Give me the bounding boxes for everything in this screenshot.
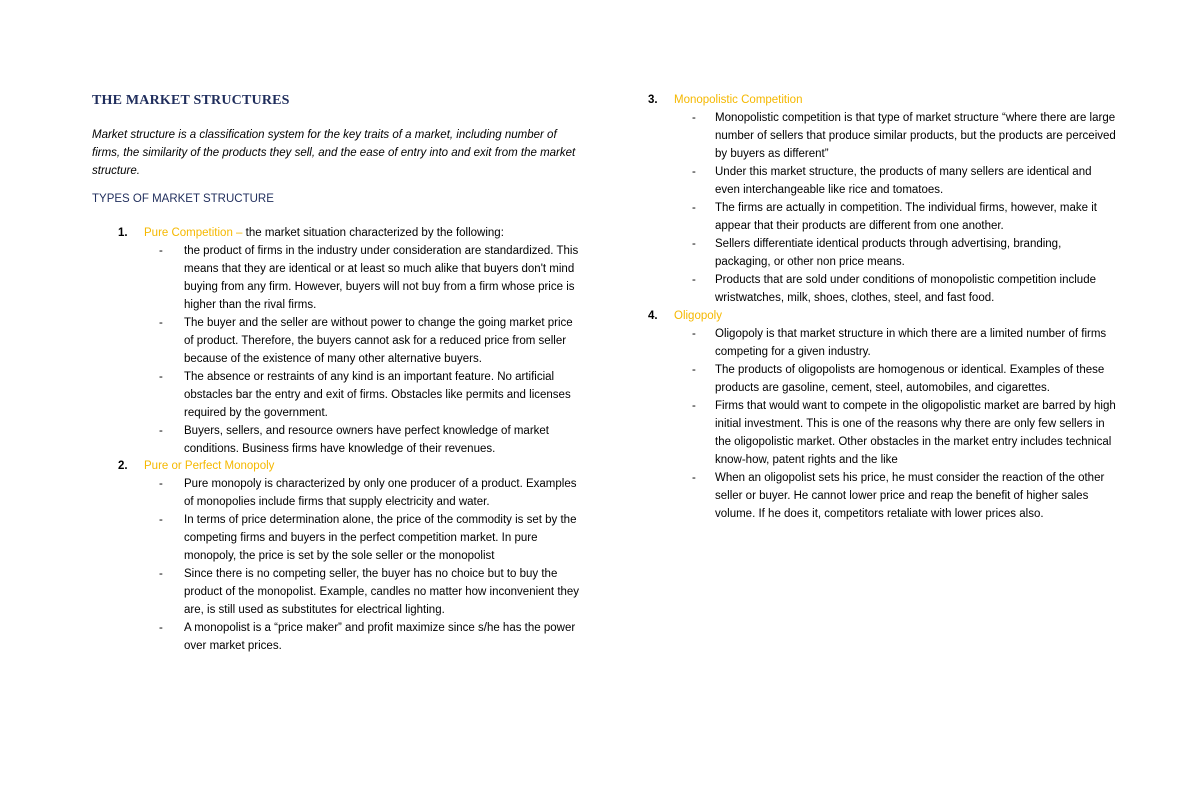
dash-bullet-icon: - bbox=[692, 328, 696, 340]
section-heading bbox=[118, 457, 583, 475]
dash-bullet-icon: - bbox=[159, 622, 163, 634]
dash-bullet-icon: - bbox=[692, 274, 696, 286]
section-title: Pure or Perfect Monopoly bbox=[144, 460, 275, 472]
list-item-text: Under this market structure, the products of many sellers are identical and even interchangeable like rice and tomatoes. bbox=[715, 166, 1092, 196]
bullet-list bbox=[648, 109, 1118, 307]
list-item-text: Since there is no competing seller, the buyer has no choice but to buy the product of the monopolist. Example, candles no matter how inconvenient they are, is still used as substitutes for electrical lighting. bbox=[184, 568, 580, 616]
list-item bbox=[648, 325, 1118, 361]
list-item bbox=[118, 368, 583, 422]
section-heading bbox=[118, 224, 583, 242]
section-title: Oligopoly bbox=[674, 310, 722, 322]
list-item-text: In terms of price determination alone, the price of the commodity is set by the competing firms and buyers in the perfect competition market. In pure monopoly, the price is set by the sole seller or the monopolist bbox=[184, 514, 577, 562]
section-heading bbox=[648, 307, 1118, 325]
list-item-text: The firms are actually in competition. The individual firms, however, make it appear that their products are different from one another. bbox=[715, 202, 1097, 232]
dash-bullet-icon: - bbox=[159, 568, 163, 580]
list-item bbox=[118, 314, 583, 368]
section-monopolistic-competition bbox=[648, 91, 1118, 307]
bullet-list bbox=[648, 325, 1118, 523]
list-item bbox=[118, 475, 583, 511]
list-item-text: Monopolistic competition is that type of market structure “where there are large number of sellers that produce similar products, but the products are perceived by buyers as different” bbox=[715, 112, 1116, 160]
list-item-text: The buyer and the seller are without power to change the going market price of product. Therefore, the buyers cannot ask for a reduced price from seller because of the existence of many other alternative buyers. bbox=[184, 317, 573, 365]
list-item bbox=[648, 163, 1118, 199]
dash-bullet-icon: - bbox=[692, 472, 696, 484]
section-title: Monopolistic Competition bbox=[674, 94, 803, 106]
list-item bbox=[118, 242, 583, 314]
section-number: 4. bbox=[648, 310, 658, 322]
bullet-list bbox=[118, 242, 583, 458]
types-heading: TYPES OF MARKET STRUCTURE bbox=[92, 193, 274, 205]
section-number: 3. bbox=[648, 94, 658, 106]
section-number: 1. bbox=[118, 227, 128, 239]
list-item bbox=[648, 397, 1118, 469]
list-item-text: The absence or restraints of any kind is an important feature. No artificial obstacles bar the entry and exit of firms. Obstacles like permits and licenses required by the government. bbox=[184, 371, 571, 419]
list-item bbox=[648, 235, 1118, 271]
list-item-text: Pure monopoly is characterized by only one producer of a product. Examples of monopolies include firms that supply electricity and water. bbox=[184, 478, 577, 508]
section-title bbox=[144, 224, 504, 242]
dash-bullet-icon: - bbox=[159, 425, 163, 437]
list-item bbox=[118, 511, 583, 565]
list-item bbox=[648, 109, 1118, 163]
dash-bullet-icon: - bbox=[159, 245, 163, 257]
list-item-text: Oligopoly is that market structure in which there are a limited number of firms competing for a given industry. bbox=[715, 328, 1107, 358]
list-item-text: the product of firms in the industry under consideration are standardized. This means that they are identical or at least so much alike that buyers don't mind buying from any firm. However, buyers will not buy from a firm whose price is higher than the rival firms. bbox=[184, 245, 579, 311]
list-item-text: The products of oligopolists are homogenous or identical. Examples of these products are gasoline, cement, steel, automobiles, and cigarettes. bbox=[715, 364, 1105, 394]
dash-bullet-icon: - bbox=[159, 371, 163, 383]
section-number: 2. bbox=[118, 460, 128, 472]
dash-bullet-icon: - bbox=[692, 364, 696, 376]
section-title-label: Pure Competition – bbox=[144, 227, 246, 239]
list-item bbox=[118, 422, 583, 458]
dash-bullet-icon: - bbox=[692, 112, 696, 124]
list-item bbox=[648, 469, 1118, 523]
list-item-text: Products that are sold under conditions of monopolistic competition include wristwatches, milk, shoes, clothes, steel, and fast food. bbox=[715, 274, 1096, 304]
list-item-text: When an oligopolist sets his price, he must consider the reaction of the other seller or buyer. He cannot lower price and reap the benefit of higher sales volume. If he does it, competitors retaliate with lower prices also. bbox=[715, 472, 1105, 520]
list-item-text: Firms that would want to compete in the oligopolistic market are barred by high initial investment. This is one of the reasons why there are only few sellers in the oligopolistic market. Other obstacles in the market entry includes technical know-how, patent rights and the like bbox=[715, 400, 1116, 466]
dash-bullet-icon: - bbox=[159, 478, 163, 490]
list-item bbox=[648, 199, 1118, 235]
list-item bbox=[648, 361, 1118, 397]
list-item-text: Sellers differentiate identical products through advertising, branding, packaging, or other non price means. bbox=[715, 238, 1062, 268]
intro-paragraph: Market structure is a classification system for the key traits of a market, including number of firms, the similarity of the products they sell, and the ease of entry into and exit from the market structure. bbox=[92, 129, 576, 177]
dash-bullet-icon: - bbox=[159, 317, 163, 329]
list-item bbox=[118, 565, 583, 619]
dash-bullet-icon: - bbox=[692, 166, 696, 178]
list-item bbox=[648, 271, 1118, 307]
list-item bbox=[118, 619, 583, 655]
section-heading bbox=[648, 91, 1118, 109]
section-title-rest: the market situation characterized by the following: bbox=[245, 227, 504, 239]
dash-bullet-icon: - bbox=[159, 514, 163, 526]
dash-bullet-icon: - bbox=[692, 202, 696, 214]
section-oligopoly bbox=[648, 307, 1118, 523]
list-item-text: Buyers, sellers, and resource owners have perfect knowledge of market conditions. Business firms have knowledge of their revenues. bbox=[184, 425, 549, 455]
bullet-list bbox=[118, 475, 583, 655]
section-pure-monopoly bbox=[118, 457, 583, 655]
dash-bullet-icon: - bbox=[692, 400, 696, 412]
dash-bullet-icon: - bbox=[692, 238, 696, 250]
list-item-text: A monopolist is a “price maker” and profit maximize since s/he has the power over market prices. bbox=[184, 622, 576, 652]
section-pure-competition bbox=[118, 224, 583, 458]
document-title: THE MARKET STRUCTURES bbox=[92, 93, 290, 108]
